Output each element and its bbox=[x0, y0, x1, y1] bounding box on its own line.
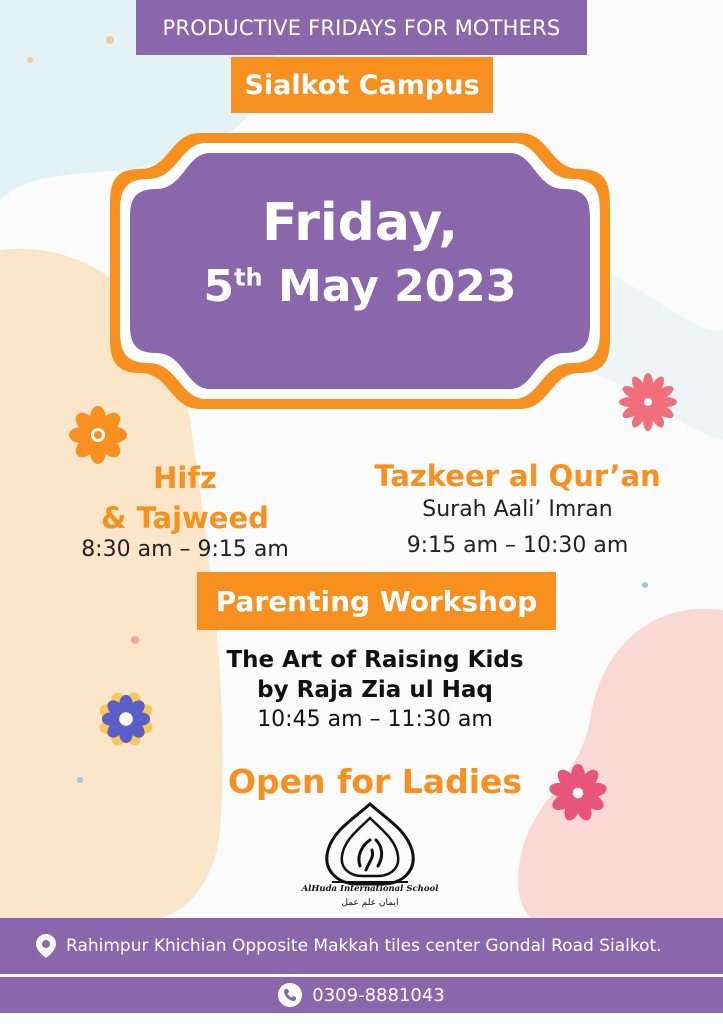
date-day: 5 bbox=[203, 261, 235, 312]
audience-label: Open for Ladies bbox=[227, 762, 523, 801]
workshop-label: Parenting Workshop bbox=[197, 572, 556, 630]
location-pin-icon bbox=[36, 934, 56, 958]
address-text: Rahimpur Khichian Opposite Makkah tiles center Gondal Road Sialkot. bbox=[66, 936, 662, 956]
hifz-title-line2: & Tajweed bbox=[101, 501, 269, 535]
address-bar bbox=[0, 918, 723, 974]
tazkeer-subtitle: Surah Aali’ Imran bbox=[422, 497, 613, 522]
campus-label: Sialkot Campus bbox=[231, 57, 493, 113]
flower-icon bbox=[68, 405, 128, 465]
hifz-time: 8:30 am – 9:15 am bbox=[81, 537, 289, 562]
workshop-title: The Art of Raising Kids bbox=[226, 647, 524, 673]
phone-number[interactable]: 0309-8881043 bbox=[312, 984, 445, 1006]
date-suffix: th bbox=[234, 263, 263, 292]
flower-icon bbox=[97, 690, 155, 748]
date-full bbox=[110, 256, 610, 318]
phone-bar bbox=[0, 977, 723, 1013]
hifz-title-line1: Hifz bbox=[153, 461, 217, 495]
school-logo bbox=[312, 800, 428, 914]
tazkeer-title: Tazkeer al Qur’an bbox=[374, 459, 661, 493]
school-name: AlHuda International School bbox=[301, 884, 439, 894]
date-month-year: May 2023 bbox=[277, 261, 517, 312]
flower-icon bbox=[618, 372, 678, 432]
hifz-title bbox=[55, 458, 315, 538]
tazkeer-time: 9:15 am – 10:30 am bbox=[406, 533, 629, 558]
event-banner: PRODUCTIVE FRIDAYS FOR MOTHERS bbox=[136, 0, 587, 55]
workshop-time: 10:45 am – 11:30 am bbox=[257, 707, 493, 732]
event-date bbox=[110, 190, 610, 318]
school-motto: ایمان علم عمل bbox=[341, 898, 399, 908]
date-weekday: Friday, bbox=[262, 193, 458, 253]
phone-icon bbox=[278, 983, 302, 1007]
workshop-speaker: by Raja Zia ul Haq bbox=[257, 677, 493, 703]
